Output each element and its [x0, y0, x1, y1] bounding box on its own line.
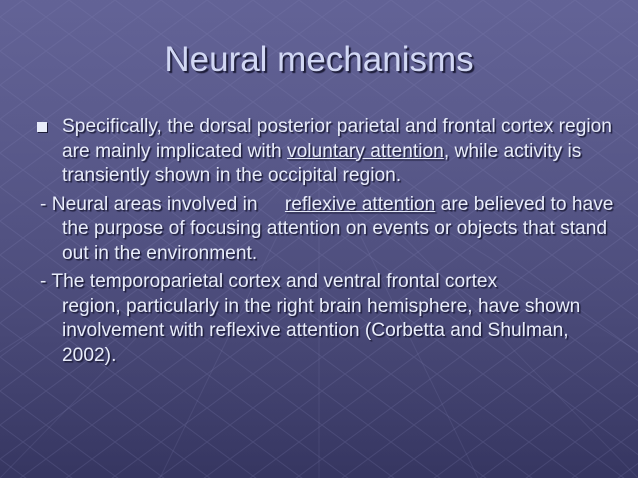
reflexive-attention-term: reflexive attention	[284, 193, 436, 215]
slide-title: Neural mechanisms	[164, 40, 474, 79]
voluntary-attention-term: voluntary attention	[287, 140, 444, 162]
paragraph-temporoparietal: - The temporoparietal cortex and ventral frontal cortex region, particularly in the right brain hemisphere, have shown involvement with reflexive attention (Corbetta and Shulman, 2002).	[40, 271, 581, 366]
square-bullet-icon	[37, 122, 47, 132]
paragraph-reflexive-attention: - Neural areas involved in reflexive attention are believed to have the purpose of focusing attention on events or objects that stand out in the environment.	[40, 193, 614, 264]
bullet-paragraph-dorsal-parietal: Specifically, the dorsal posterior parietal and frontal cortex region are mainly implicated with voluntary attention, while activity is transiently shown in the occipital region.	[0, 115, 638, 189]
slide-body	[0, 115, 638, 368]
